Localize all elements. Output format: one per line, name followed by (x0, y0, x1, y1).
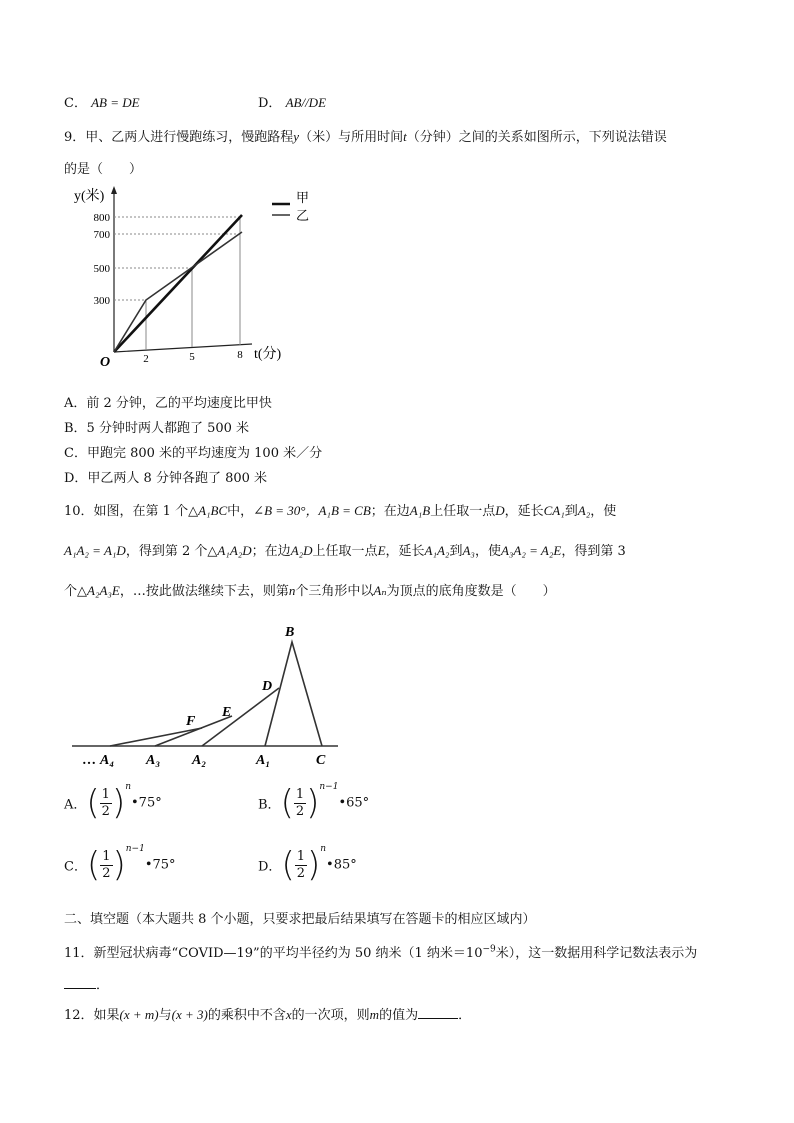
q10-math: A₃ (462, 543, 475, 558)
q9-option-a: A．前 2 分钟，乙的平均速度比甲快 (64, 396, 272, 411)
left-paren: ( (280, 783, 294, 823)
x-axis-label: t(分) (254, 347, 282, 362)
x-axis (114, 344, 252, 352)
series-jia-line (114, 215, 242, 352)
option-value: •75° (131, 795, 162, 811)
q8-option-c-math: AB = DE (91, 95, 140, 110)
q10-math: A₂D (290, 543, 313, 558)
right-paren: ) (111, 783, 126, 823)
fraction-denominator: 2 (296, 865, 305, 881)
q12-expr: (x + m) (119, 1007, 159, 1022)
q10-math: A₁A₂ (424, 543, 450, 558)
fraction-denominator: 2 (295, 803, 305, 819)
option-value: •75° (144, 857, 176, 873)
q10-text: 上任取一点 (312, 544, 378, 559)
q10-stem-line3 (64, 580, 556, 599)
label-a4: A₄ (100, 753, 115, 768)
q12-end: ． (458, 1008, 472, 1023)
label-dots: … (82, 753, 96, 768)
q8-option-d (258, 92, 326, 111)
q10-text: 到 (449, 544, 463, 559)
q10-math: A₁A₂ = A₁D (64, 543, 126, 558)
q10-text: 个△ (64, 584, 87, 599)
q12-text: 12．如果 (64, 1008, 120, 1023)
xtick-2: 2 (143, 353, 149, 365)
fraction (295, 849, 307, 882)
q12-stem (64, 1004, 471, 1023)
q10-math: A₁B (409, 503, 431, 518)
right-paren: ) (112, 845, 126, 885)
fraction (294, 787, 306, 820)
q12-var: m (369, 1007, 380, 1022)
fraction-numerator: 1 (295, 786, 305, 802)
y-axis-arrow (111, 186, 117, 194)
q10-math: E (377, 543, 386, 558)
q9-var-y: y (293, 129, 300, 144)
label-f: F (186, 714, 196, 729)
q10-text: ；在边 (370, 504, 410, 519)
q8-option-c (64, 92, 140, 111)
q10-stem-line1 (64, 500, 616, 519)
q10-text: 上任取一点 (430, 504, 496, 519)
q10-math: A₁B = CB (318, 503, 371, 518)
q9-text: 9．甲、乙两人进行慢跑练习，慢跑路程 (64, 130, 294, 145)
q9-chart (64, 182, 324, 372)
q10-text: ，得到第 3 (561, 544, 626, 559)
q10-math: A₁BC (198, 503, 228, 518)
left-paren: ( (281, 845, 295, 885)
triangle-a1bc (265, 642, 322, 746)
fraction (100, 787, 112, 820)
exponent: n−1 (319, 782, 339, 792)
fraction-numerator: 1 (101, 786, 110, 802)
q10-text: 为顶点的底角度数是（ ） (386, 584, 556, 599)
q10-text: ；在边 (251, 544, 291, 559)
q11-text: 米），这一数据用科学记数法表示为 (495, 946, 698, 961)
q9-stem-line1 (64, 126, 667, 145)
q10-text: 个三角形中以 (295, 584, 374, 599)
q10-option-a (64, 782, 162, 823)
ytick-500: 500 (93, 263, 110, 275)
ytick-800: 800 (93, 212, 110, 224)
section-heading: 二、填空题（本大题共 8 个小题，只要求把最后结果填写在答题卡的相应区域内） (64, 912, 536, 927)
legend-yi-label: 乙 (296, 208, 310, 223)
xtick-5: 5 (189, 351, 195, 363)
ytick-700: 700 (93, 229, 110, 241)
q10-text: 中，∠ (227, 504, 265, 519)
q10-option-c (64, 844, 176, 885)
q10-figure (60, 618, 350, 770)
ytick-300: 300 (93, 295, 110, 307)
label-a1: A₁ (256, 753, 271, 768)
left-paren: ( (86, 783, 100, 823)
q12-text: 的值为 (379, 1008, 419, 1023)
q10-text: ，得到第 2 个△ (125, 544, 218, 559)
q10-math: CA₁ (543, 503, 565, 518)
q9-stem-line2: 的是（ ） (64, 162, 143, 177)
q10-text: ，使 (590, 504, 617, 519)
q11-answer-line (64, 974, 109, 993)
q10-math: A₁A₂D (217, 543, 252, 558)
label-a2: A₂ (192, 753, 207, 768)
label-c: C (316, 753, 326, 768)
q10-stem-line2 (64, 540, 626, 559)
exponent: n−1 (125, 844, 145, 854)
q10-option-b (258, 782, 370, 823)
q9-option-c: C．甲跑完 800 米的平均速度为 100 米／分 (64, 446, 323, 461)
fraction-numerator: 1 (296, 848, 305, 864)
legend-jia-label: 甲 (296, 190, 310, 205)
q9-text: （米）与所用时间 (299, 130, 404, 145)
q12-text: 的乘积中不含 (207, 1008, 286, 1023)
q10-option-d (258, 844, 357, 885)
xtick-8: 8 (237, 349, 243, 361)
q10-math: B = 30°， (264, 503, 319, 518)
right-paren: ) (306, 783, 320, 823)
exponent: n (320, 844, 327, 854)
q8-option-d-math: AB//DE (285, 95, 327, 110)
q9-var-t: t (403, 129, 407, 144)
q12-text: 与 (158, 1008, 172, 1023)
q9-option-d: D．甲乙两人 8 分钟各跑了 800 米 (64, 471, 268, 486)
q8-option-c-label: C． (64, 96, 87, 111)
q10-text: ，使 (474, 544, 501, 559)
q12-var: x (285, 1007, 292, 1022)
left-paren: ( (86, 845, 101, 885)
label-e: E (222, 705, 232, 720)
q10-text: 到 (564, 504, 578, 519)
right-paren: ) (306, 845, 321, 885)
q11-power-base: 10 (465, 946, 483, 961)
label-a3: A₃ (146, 753, 161, 768)
q10-math: Aₙ (373, 583, 387, 598)
q10-text: ，…按此做法继续下去，则第 (119, 584, 289, 599)
fraction-denominator: 2 (101, 803, 110, 819)
q12-text: 的一次项，则 (291, 1008, 370, 1023)
q10-text: ，延长 (504, 504, 544, 519)
q10-text: ，延长 (385, 544, 425, 559)
q9-text: （分钟）之间的关系如图所示，下列说法错误 (406, 130, 667, 145)
q10-math: A₂ (577, 503, 591, 518)
fraction-numerator: 1 (102, 848, 111, 864)
label-d: D (262, 679, 273, 694)
y-axis-label: y(米) (74, 189, 105, 204)
q10-text: 10．如图，在第 1 个△ (64, 504, 199, 519)
label-b: B (285, 625, 295, 640)
q12-expr: (x + 3) (171, 1007, 208, 1022)
q10-math: A₃A₂ = A₂E (500, 543, 562, 558)
q10-math: D (495, 503, 505, 518)
q11-end: ． (96, 978, 110, 993)
origin-label: O (100, 355, 111, 370)
option-label: B． (258, 797, 281, 813)
q11-text: 11．新型冠状病毒“COVID—19”的平均半径约为 50 纳米（1 纳米＝ (64, 946, 466, 961)
fraction-denominator: 2 (102, 865, 111, 881)
q8-option-d-label: D． (258, 96, 282, 111)
option-label: D． (258, 859, 282, 875)
q10-math: A₂A₃E (87, 583, 120, 598)
q11-stem (64, 942, 697, 961)
q9-option-b: B．5 分钟时两人都跑了 500 米 (64, 421, 250, 436)
option-value: •85° (326, 857, 357, 873)
q10-math: n (288, 583, 296, 598)
option-value: •65° (338, 795, 370, 811)
exponent: n (125, 782, 131, 792)
q11-answer-blank[interactable] (64, 976, 96, 989)
option-label: A． (64, 797, 87, 813)
fraction (100, 849, 112, 882)
q11-power-exponent: −9 (482, 944, 496, 955)
option-label: C． (64, 859, 87, 875)
q12-answer-blank[interactable] (418, 1006, 458, 1019)
segment-a4f (110, 728, 202, 746)
series-yi-line (114, 232, 242, 352)
